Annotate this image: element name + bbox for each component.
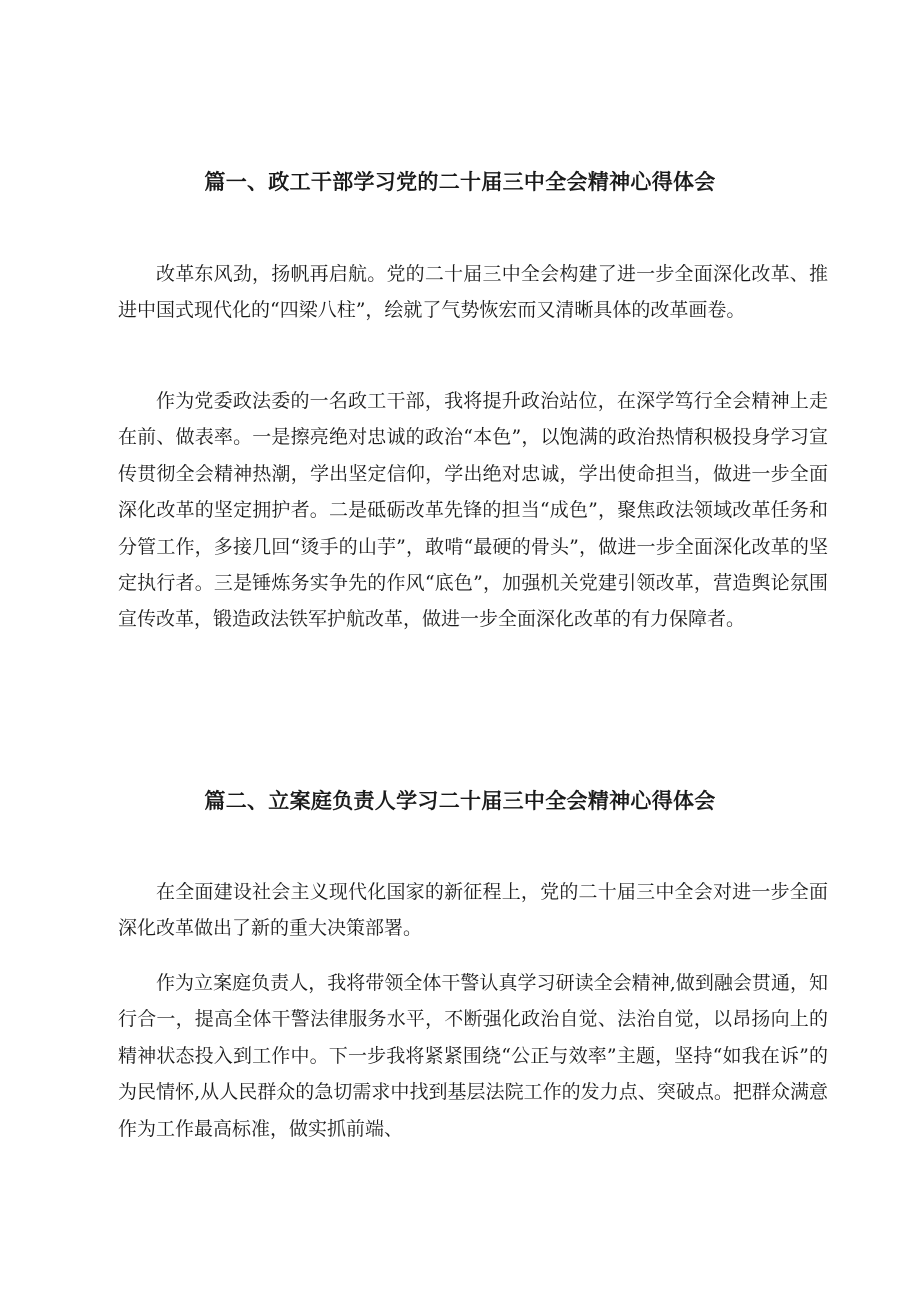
paragraph: 在全面建设社会主义现代化国家的新征程上，党的二十届三中全会对进一步全面深化改革做出了新的重大决策部署。 (118, 881, 828, 940)
paragraph: 作为党委政法委的一名政工干部，我将提升政治站位，在深学笃行全会精神上走在前、做表率。一是擦亮绝对忠诚的政治“本色”，以饱满的政治热情积极投身学习宣传贯彻全会精神热潮，学出坚定信仰，学出绝对忠诚，学出使命担当，做进一步全面深化改革的坚定拥护者。二是砥砺改革先锋的担当“成色”，聚焦政法领域改革任务和分管工作，多接几回“烫手的山芋”，敢啃“最硬的骨头”，做进一步全面深化改革的坚定执行者。三是锤炼务实争先的作风“底色”，加强机关党建引领改革，营造舆论氛围宣传改革，锻造政法铁军护航改革，做进一步全面深化改革的有力保障者。 (118, 390, 828, 631)
paragraph: 改革东风劲，扬帆再启航。党的二十届三中全会构建了进一步全面深化改革、推进中国式现代化的“四梁八柱”，绘就了气势恢宏而又清晰具体的改革画卷。 (118, 263, 828, 322)
section-title: 篇一、政工干部学习党的二十届三中全会精神心得体会 (204, 170, 716, 194)
section-title: 篇二、立案庭负责人学习二十届三中全会精神心得体会 (204, 789, 716, 813)
paragraph: 作为立案庭负责人，我将带领全体干警认真学习研读全会精神,做到融会贯通，知行合一，提高全体干警法律服务水平，不断强化政治自觉、法治自觉，以昂扬向上的精神状态投入到工作中。下一步我将紧紧围绕“公正与效率”主题，坚持“如我在诉”的为民情怀,从人民群众的急切需求中找到基层法院工作的发力点、突破点。把群众满意作为工作最高标准，做实抓前端、 (118, 972, 828, 1140)
